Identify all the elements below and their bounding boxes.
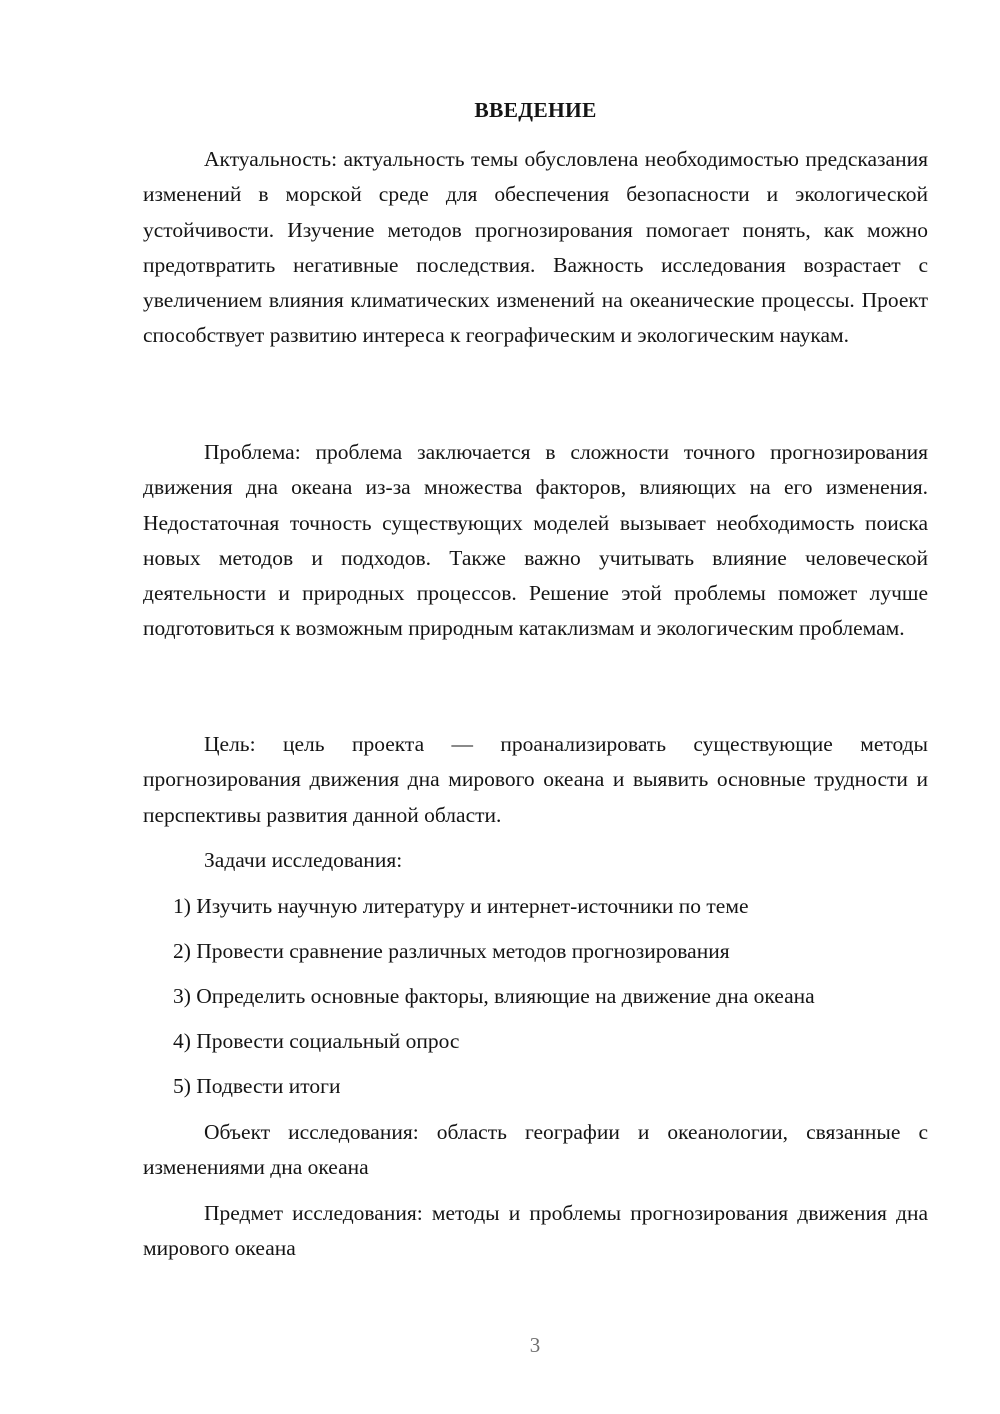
page-title: ВВЕДЕНИЕ [474, 98, 597, 122]
page-number: 3 [529, 1333, 541, 1357]
task-item: 5) Подвести итоги [173, 1074, 341, 1098]
task-item: 4) Провести социальный опрос [173, 1029, 460, 1053]
task-item: 3) Определить основные факторы, влияющие на движение дна океана [173, 984, 815, 1008]
goal-paragraph: Цель: цель проекта — проанализировать существующие методы прогнозирования движения дна мирового океана и выявить основные трудности и перспективы развития данной области. [143, 732, 928, 827]
task-item: 1) Изучить научную литературу и интернет-источники по теме [173, 894, 749, 918]
relevance-paragraph: Актуальность: актуальность темы обусловлена необходимостью предсказания изменений в морской среде для обеспечения безопасности и экологической устойчивости. Изучение методов прогнозирования помогает понять, как можно предотвратить негативные последствия. Важность исследования возрастает с увеличением влияния климатических изменений на океанические процессы. Проект способствует развитию интереса к географическим и экологическим наукам. [143, 147, 928, 348]
object-paragraph: Объект исследования: область географии и океанологии, связанные с изменениями дна океана [143, 1120, 928, 1180]
task-item: 2) Провести сравнение различных методов прогнозирования [173, 939, 730, 963]
problem-paragraph: Проблема: проблема заключается в сложности точного прогнозирования движения дна океана из-за множества факторов, влияющих на его изменения. Недостаточная точность существующих моделей вызывает необходимость поиска новых методов и подходов. Также важно учитывать влияние человеческой деятельности и природных процессов. Решение этой проблемы поможет лучше подготовиться к возможным природным катаклизмам и экологическим проблемам. [143, 440, 928, 641]
subject-paragraph: Предмет исследования: методы и проблемы прогнозирования движения дна мирового океана [143, 1201, 928, 1261]
tasks-heading: Задачи исследования: [204, 848, 403, 872]
